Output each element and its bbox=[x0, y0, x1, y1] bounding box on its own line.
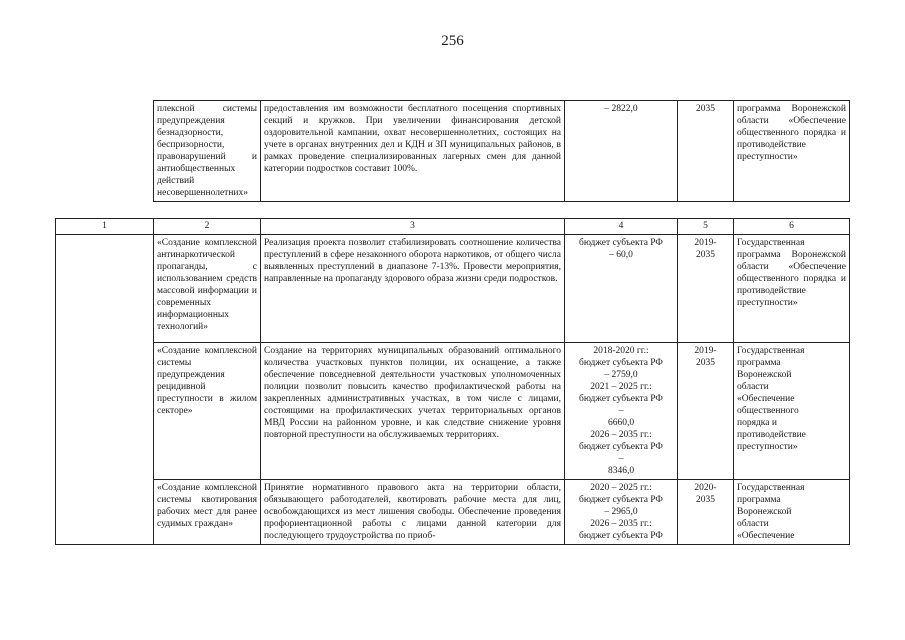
program-name-cell: плексной системы предупреждения безнадзорности, беспризорности, правонарушений и антиобщественных действий несовершеннолетних» bbox=[154, 101, 261, 202]
program-name-cell: «Создание комплексной системы предупреждения рецидивной преступности в жилом секторе» bbox=[154, 343, 261, 480]
table-row bbox=[56, 235, 850, 343]
column-header: 2 bbox=[154, 219, 261, 235]
state-program-cell: Государственная программа Воронежской области «Обеспечение общественного порядка и противодействие преступности» bbox=[734, 343, 850, 480]
state-program-cell: Государственная программа Воронежской области «Обеспечение общественного порядка и противодействие преступности» bbox=[734, 235, 850, 343]
table-row bbox=[56, 343, 850, 480]
period-cell: 2019- 2035 bbox=[678, 343, 734, 480]
page-number: 256 bbox=[441, 33, 464, 49]
empty-number-cell bbox=[56, 235, 154, 545]
funding-cell: 2020 – 2025 гг.: бюджет субъекта РФ – 2965,0 2026 – 2035 гг.: бюджет субъекта РФ bbox=[565, 480, 678, 545]
description-cell: Реализация проекта позволит стабилизировать соотношение количества преступлений в сфере незаконного оборота наркотиков, от общего числа выявленных преступлений в диапазоне 7-13%. Провести мероприятия, направленные на пропаганду здорового образа жизни среди подростков. bbox=[261, 235, 565, 343]
period-cell: 2020- 2035 bbox=[678, 480, 734, 545]
table-row bbox=[56, 480, 850, 545]
column-header: 1 bbox=[56, 219, 154, 235]
column-header: 4 bbox=[565, 219, 678, 235]
program-name-cell: «Создание комплексной антинаркотической пропаганды, с использованием средств массовой информации и современных информационных технологий» bbox=[154, 235, 261, 343]
column-header: 5 bbox=[678, 219, 734, 235]
description-cell: предоставления им возможности бесплатного посещения спортивных секций и кружков. При увеличении финансирования детской оздоровительной кампании, охват несовершеннолетних, состоящих на учете в органах внутренних дел и КДН и ЗП муниципальных районов, в рамках проведение специализированных лагерных смен для данной категории подростков составит 100%. bbox=[261, 101, 565, 202]
state-program-cell: Государственная программа Воронежской области «Обеспечение bbox=[734, 480, 850, 545]
description-cell: Создание на территориях муниципальных образований оптимального количества участковых пунктов полиции, их оснащение, а также обеспечение повседневной деятельности участковых уполномоченных полиции позволит повысить качество профилактической работы на закрепленных административных участках, в том числе с лицами, состоящими на профилактических учетах территориальных органов МВД России на районном уровне, и как следствие снижение уровня повторной преступности на обслуживаемых территориях. bbox=[261, 343, 565, 480]
column-header: 6 bbox=[734, 219, 850, 235]
column-header: 3 bbox=[261, 219, 565, 235]
funding-cell: бюджет субъекта РФ – 60,0 bbox=[565, 235, 678, 343]
funding-cell: – 2822,0 bbox=[565, 101, 678, 202]
funding-cell: 2018-2020 гг.: бюджет субъекта РФ – 2759,0 2021 – 2025 гг.: бюджет субъекта РФ – 6660,0 2026 – 2035 гг.: бюджет субъекта РФ – 8346,0 bbox=[565, 343, 678, 480]
state-program-cell: программа Воронежской области «Обеспечение общественного порядка и противодействие преступности» bbox=[734, 101, 850, 202]
header-row bbox=[56, 219, 850, 235]
top-fragment-table bbox=[153, 100, 850, 202]
main-table bbox=[55, 218, 850, 545]
program-name-cell: «Создание комплексной системы квотирования рабочих мест для ранее судимых граждан» bbox=[154, 480, 261, 545]
period-cell: 2035 bbox=[678, 101, 734, 202]
description-cell: Принятие нормативного правового акта на территории области, обязывающего работодателей, квотировать рабочие места для лиц, освобождающихся из мест лишения свободы. Обеспечение проведения профориентационной работы с лицами данной категории для последующего трудоустройства по приоб- bbox=[261, 480, 565, 545]
table-row bbox=[154, 101, 850, 202]
period-cell: 2019- 2035 bbox=[678, 235, 734, 343]
